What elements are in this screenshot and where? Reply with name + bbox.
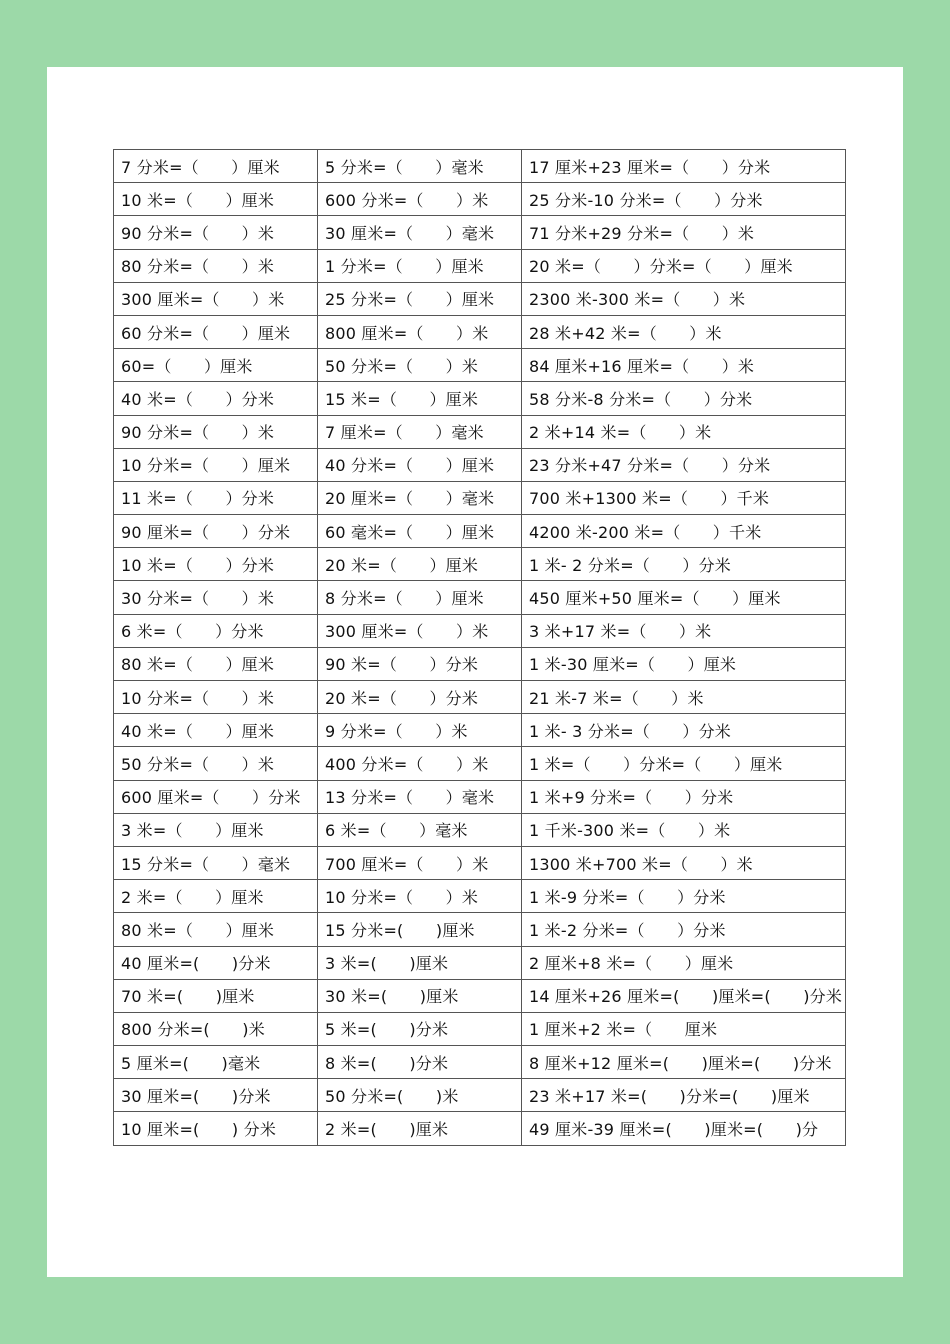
exercise-cell: 1 分米=（ ）厘米 bbox=[318, 249, 522, 282]
exercise-cell: 30 厘米=( )分米 bbox=[114, 1079, 318, 1112]
exercise-cell: 7 厘米=（ ）毫米 bbox=[318, 415, 522, 448]
table-row bbox=[114, 880, 846, 913]
exercise-cell: 30 米=( )厘米 bbox=[318, 979, 522, 1012]
table-row bbox=[114, 249, 846, 282]
exercise-cell: 600 厘米=（ ）分米 bbox=[114, 780, 318, 813]
exercise-cell: 80 米=（ ）厘米 bbox=[114, 913, 318, 946]
exercise-cell: 2 米+14 米=（ ）米 bbox=[522, 415, 846, 448]
table-row bbox=[114, 747, 846, 780]
exercise-cell: 2 米=（ ）厘米 bbox=[114, 880, 318, 913]
exercise-cell: 5 厘米=( )毫米 bbox=[114, 1046, 318, 1079]
exercise-cell: 14 厘米+26 厘米=( )厘米=( )分米 bbox=[522, 979, 846, 1012]
exercise-cell: 2300 米-300 米=（ ）米 bbox=[522, 282, 846, 315]
table-row bbox=[114, 515, 846, 548]
exercise-cell: 20 米=（ ）分米=（ ）厘米 bbox=[522, 249, 846, 282]
exercise-cell: 6 米=（ ）分米 bbox=[114, 614, 318, 647]
exercise-cell: 80 分米=（ ）米 bbox=[114, 249, 318, 282]
exercise-cell: 90 米=（ ）分米 bbox=[318, 647, 522, 680]
exercise-cell: 8 米=( )分米 bbox=[318, 1046, 522, 1079]
exercise-cell: 60=（ ）厘米 bbox=[114, 349, 318, 382]
exercise-cell: 5 米=( )分米 bbox=[318, 1012, 522, 1045]
table-row bbox=[114, 481, 846, 514]
exercise-cell: 700 米+1300 米=（ ）千米 bbox=[522, 481, 846, 514]
exercise-cell: 1 厘米+2 米=（ 厘米 bbox=[522, 1012, 846, 1045]
exercise-cell: 3 米=（ ）厘米 bbox=[114, 813, 318, 846]
exercise-cell: 450 厘米+50 厘米=（ ）厘米 bbox=[522, 581, 846, 614]
table-row bbox=[114, 548, 846, 581]
exercise-cell: 60 毫米=（ ）厘米 bbox=[318, 515, 522, 548]
worksheet-body bbox=[114, 150, 846, 1146]
exercise-cell: 300 厘米=（ ）米 bbox=[114, 282, 318, 315]
exercise-cell: 40 米=（ ）厘米 bbox=[114, 714, 318, 747]
table-row bbox=[114, 1079, 846, 1112]
exercise-cell: 10 分米=（ ）米 bbox=[114, 681, 318, 714]
exercise-cell: 28 米+42 米=（ ）米 bbox=[522, 315, 846, 348]
exercise-cell: 10 厘米=( ) 分米 bbox=[114, 1112, 318, 1145]
exercise-cell: 10 分米=（ ）米 bbox=[318, 880, 522, 913]
exercise-cell: 1 千米-300 米=（ ）米 bbox=[522, 813, 846, 846]
table-row bbox=[114, 216, 846, 249]
table-row bbox=[114, 681, 846, 714]
exercise-cell: 20 厘米=（ ）毫米 bbox=[318, 481, 522, 514]
exercise-cell: 800 厘米=（ ）米 bbox=[318, 315, 522, 348]
exercise-cell: 90 分米=（ ）米 bbox=[114, 216, 318, 249]
exercise-cell: 50 分米=（ ）米 bbox=[318, 349, 522, 382]
table-row bbox=[114, 946, 846, 979]
exercise-cell: 1 米-2 分米=（ ）分米 bbox=[522, 913, 846, 946]
exercise-cell: 1 米-30 厘米=（ ）厘米 bbox=[522, 647, 846, 680]
table-row bbox=[114, 1046, 846, 1079]
table-row bbox=[114, 813, 846, 846]
exercise-cell: 10 米=（ ）厘米 bbox=[114, 183, 318, 216]
exercise-cell: 25 分米=（ ）厘米 bbox=[318, 282, 522, 315]
exercise-cell: 7 分米=（ ）厘米 bbox=[114, 150, 318, 183]
exercise-cell: 58 分米-8 分米=（ ）分米 bbox=[522, 382, 846, 415]
exercise-cell: 17 厘米+23 厘米=（ ）分米 bbox=[522, 150, 846, 183]
exercise-cell: 6 米=（ ）毫米 bbox=[318, 813, 522, 846]
exercise-cell: 20 米=（ ）厘米 bbox=[318, 548, 522, 581]
unit-conversion-table bbox=[113, 149, 846, 1146]
exercise-cell: 84 厘米+16 厘米=（ ）米 bbox=[522, 349, 846, 382]
exercise-cell: 23 分米+47 分米=（ ）分米 bbox=[522, 448, 846, 481]
table-row bbox=[114, 581, 846, 614]
exercise-cell: 8 厘米+12 厘米=( )厘米=( )分米 bbox=[522, 1046, 846, 1079]
exercise-cell: 3 米+17 米=（ ）米 bbox=[522, 614, 846, 647]
exercise-cell: 13 分米=（ ）毫米 bbox=[318, 780, 522, 813]
exercise-cell: 8 分米=（ ）厘米 bbox=[318, 581, 522, 614]
exercise-cell: 1 米- 3 分米=（ ）分米 bbox=[522, 714, 846, 747]
exercise-cell: 23 米+17 米=( )分米=( )厘米 bbox=[522, 1079, 846, 1112]
exercise-cell: 40 分米=（ ）厘米 bbox=[318, 448, 522, 481]
exercise-cell: 40 厘米=( )分米 bbox=[114, 946, 318, 979]
table-row bbox=[114, 349, 846, 382]
exercise-cell: 15 米=（ ）厘米 bbox=[318, 382, 522, 415]
exercise-cell: 49 厘米-39 厘米=( )厘米=( )分 bbox=[522, 1112, 846, 1145]
exercise-cell: 800 分米=( )米 bbox=[114, 1012, 318, 1045]
table-row bbox=[114, 614, 846, 647]
exercise-cell: 60 分米=（ ）厘米 bbox=[114, 315, 318, 348]
exercise-cell: 5 分米=（ ）毫米 bbox=[318, 150, 522, 183]
table-row bbox=[114, 1112, 846, 1145]
exercise-cell: 1 米-9 分米=（ ）分米 bbox=[522, 880, 846, 913]
exercise-cell: 70 米=( )厘米 bbox=[114, 979, 318, 1012]
table-row bbox=[114, 647, 846, 680]
table-row bbox=[114, 979, 846, 1012]
exercise-cell: 20 米=（ ）分米 bbox=[318, 681, 522, 714]
exercise-cell: 1 米=（ ）分米=（ ）厘米 bbox=[522, 747, 846, 780]
table-row bbox=[114, 448, 846, 481]
exercise-cell: 10 分米=（ ）厘米 bbox=[114, 448, 318, 481]
table-row bbox=[114, 315, 846, 348]
exercise-cell: 3 米=( )厘米 bbox=[318, 946, 522, 979]
worksheet-paper bbox=[47, 67, 903, 1277]
exercise-cell: 30 分米=（ ）米 bbox=[114, 581, 318, 614]
table-row bbox=[114, 282, 846, 315]
exercise-cell: 15 分米=（ ）毫米 bbox=[114, 846, 318, 879]
exercise-cell: 21 米-7 米=（ ）米 bbox=[522, 681, 846, 714]
table-row bbox=[114, 415, 846, 448]
table-row bbox=[114, 183, 846, 216]
table-row bbox=[114, 714, 846, 747]
exercise-cell: 600 分米=（ ）米 bbox=[318, 183, 522, 216]
exercise-cell: 1 米+9 分米=（ ）分米 bbox=[522, 780, 846, 813]
exercise-cell: 50 分米=（ ）米 bbox=[114, 747, 318, 780]
table-row bbox=[114, 382, 846, 415]
exercise-cell: 25 分米-10 分米=（ ）分米 bbox=[522, 183, 846, 216]
exercise-cell: 4200 米-200 米=（ ）千米 bbox=[522, 515, 846, 548]
table-row bbox=[114, 1012, 846, 1045]
exercise-cell: 2 厘米+8 米=（ ）厘米 bbox=[522, 946, 846, 979]
exercise-cell: 15 分米=( )厘米 bbox=[318, 913, 522, 946]
exercise-cell: 71 分米+29 分米=（ ）米 bbox=[522, 216, 846, 249]
exercise-cell: 90 厘米=（ ）分米 bbox=[114, 515, 318, 548]
exercise-cell: 30 厘米=（ ）毫米 bbox=[318, 216, 522, 249]
exercise-cell: 700 厘米=（ ）米 bbox=[318, 846, 522, 879]
exercise-cell: 400 分米=（ ）米 bbox=[318, 747, 522, 780]
exercise-cell: 300 厘米=（ ）米 bbox=[318, 614, 522, 647]
exercise-cell: 10 米=（ ）分米 bbox=[114, 548, 318, 581]
table-row bbox=[114, 846, 846, 879]
exercise-cell: 1 米- 2 分米=（ ）分米 bbox=[522, 548, 846, 581]
exercise-cell: 50 分米=( )米 bbox=[318, 1079, 522, 1112]
table-row bbox=[114, 150, 846, 183]
exercise-cell: 80 米=（ ）厘米 bbox=[114, 647, 318, 680]
exercise-cell: 9 分米=（ ）米 bbox=[318, 714, 522, 747]
exercise-cell: 11 米=（ ）分米 bbox=[114, 481, 318, 514]
exercise-cell: 1300 米+700 米=（ ）米 bbox=[522, 846, 846, 879]
exercise-cell: 2 米=( )厘米 bbox=[318, 1112, 522, 1145]
table-row bbox=[114, 780, 846, 813]
exercise-cell: 90 分米=（ ）米 bbox=[114, 415, 318, 448]
exercise-cell: 40 米=（ ）分米 bbox=[114, 382, 318, 415]
table-row bbox=[114, 913, 846, 946]
